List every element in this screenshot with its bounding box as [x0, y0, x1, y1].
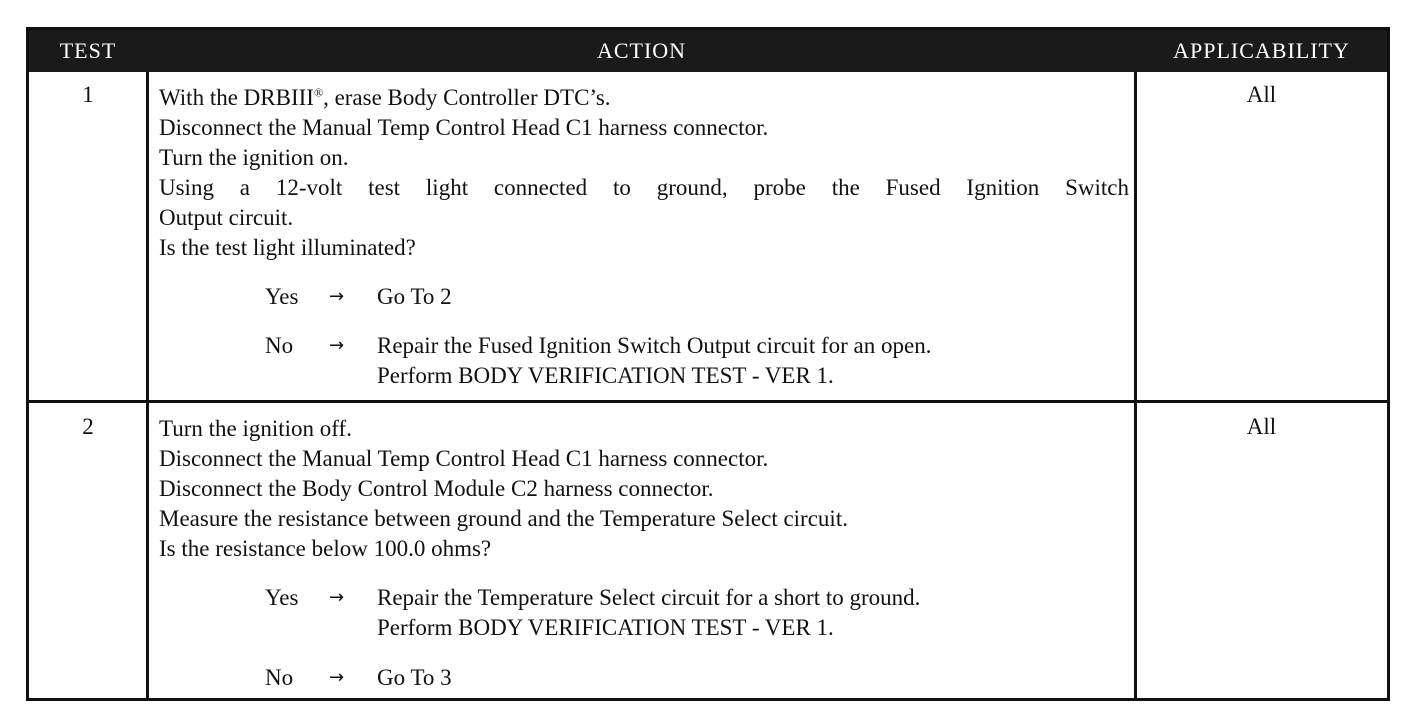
test-1-answers [265, 282, 1125, 312]
test-1-answer-no-line-2 [265, 361, 1125, 391]
answer-text: Repair the Fused Ignition Switch Output circuit for an open. [377, 333, 932, 358]
test-1-answer-yes [265, 282, 1125, 312]
test-2-answer-yes [265, 583, 1125, 613]
test-1-step-5: Output circuit. [159, 205, 294, 230]
step-text: , erase Body Controller DTC’s. [323, 85, 611, 110]
test-2-answer-yes-line-2 [265, 613, 1125, 643]
test-2-step-4: Measure the resistance between ground and the Temperature Select circuit. [159, 506, 848, 531]
column-divider-action [1134, 72, 1137, 698]
test-number-2: 2 [82, 414, 94, 439]
answer-text: Perform BODY VERIFICATION TEST - VER 1. [377, 615, 834, 640]
test-2-step-1: Turn the ignition off. [159, 416, 352, 441]
applicability-1: All [1246, 82, 1277, 107]
registered-mark: ® [313, 85, 324, 100]
test-1-question: Is the test light illuminated? [159, 235, 416, 260]
header-action: ACTION [596, 38, 687, 63]
test-2-answers-yes [265, 583, 1125, 643]
test-1-step-1 [159, 83, 1129, 113]
test-1-step-4: Using a 12-volt test light connected to ground, probe the Fused Ignition Switch [159, 175, 1129, 200]
arrow-right-icon: → [329, 587, 345, 608]
answer-text: Perform BODY VERIFICATION TEST - VER 1. [377, 363, 834, 388]
row-divider [29, 400, 1387, 403]
test-2-steps [159, 414, 1129, 564]
test-1-step-2: Disconnect the Manual Temp Control Head C1 harness connector. [159, 115, 769, 140]
arrow-right-icon: → [329, 667, 345, 688]
table-header [29, 30, 1387, 72]
header-test: TEST [59, 38, 117, 63]
answer-text: Repair the Temperature Select circuit for a short to ground. [377, 585, 921, 610]
test-2-step-2: Disconnect the Manual Temp Control Head C1 harness connector. [159, 446, 769, 471]
step-text: With the DRBIII [159, 85, 314, 110]
test-1-step-3: Turn the ignition on. [159, 145, 349, 170]
applicability-2: All [1246, 414, 1277, 439]
answer-label: No [265, 665, 294, 690]
answer-label: Yes [265, 585, 299, 610]
header-applicability: APPLICABILITY [1173, 38, 1350, 63]
answer-label: Yes [265, 284, 299, 309]
test-2-answer-no [265, 663, 1125, 693]
answer-text: Go To 2 [377, 284, 452, 309]
diagnostic-test-table [26, 27, 1390, 701]
test-2-step-3: Disconnect the Body Control Module C2 harness connector. [159, 476, 714, 501]
column-divider-test [146, 72, 149, 698]
arrow-right-icon: → [329, 286, 345, 307]
test-number-1: 1 [82, 82, 94, 107]
test-1-answer-no [265, 331, 1125, 361]
test-2-question: Is the resistance below 100.0 ohms? [159, 536, 492, 561]
test-1-steps [159, 83, 1129, 263]
arrow-right-icon: → [329, 335, 345, 356]
test-1-answers-no [265, 331, 1125, 391]
answer-text: Go To 3 [377, 665, 452, 690]
test-2-answers-no [265, 663, 1125, 693]
answer-label: No [265, 333, 294, 358]
